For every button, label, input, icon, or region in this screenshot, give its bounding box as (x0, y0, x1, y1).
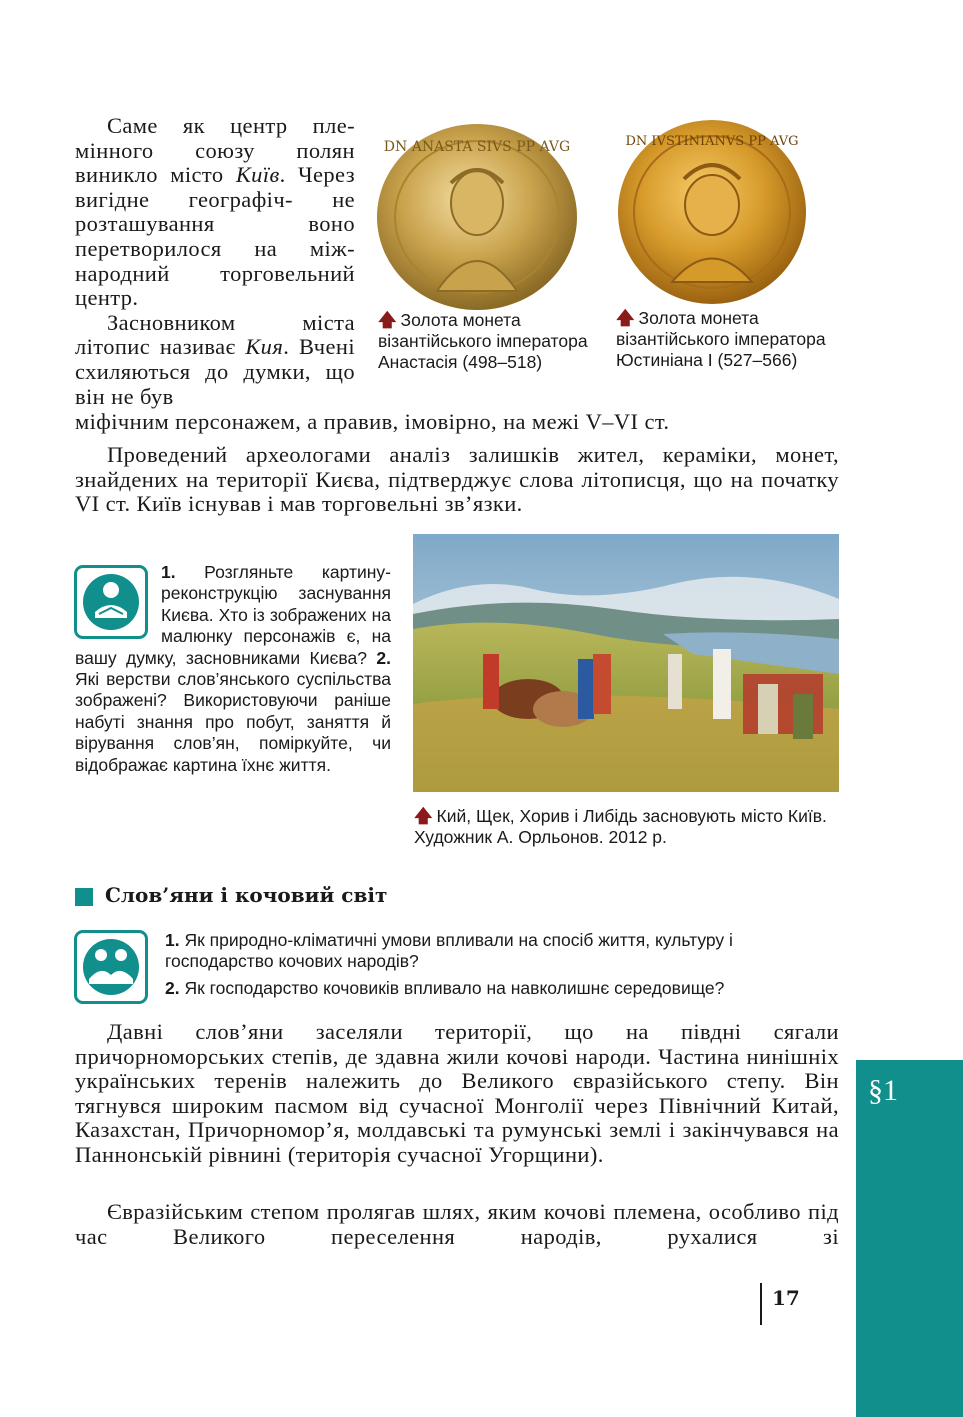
page-number: 17 (772, 1286, 800, 1310)
section-heading: Слов’яни і кочовий світ (105, 883, 388, 907)
founder-line: Засновником міста (107, 309, 355, 335)
coin-justinian-caption (616, 308, 844, 371)
paragraph-text: Давні слов’яни заселяли території, що на півдні сягали причорноморських степів, де здавна жили кочові народи. Частина нинішніх українських теренів належить до Великого євразійського степу. Він тягнувся широким пасмом від сучасної Монголії через Північний Китай, Казахстан, Причорномор’я, молдавські та румунські землі і закінчувався на Паннонській рівнині (територія сучасної Угорщини). (75, 1019, 839, 1167)
kyiv-term: Київ (235, 162, 280, 188)
route-paragraph (75, 1200, 839, 1249)
task-text: Розгляньте картину-реконструкцію заснування Києва. Хто із зображених на малюнку персонажів є, на вашу думку, засновниками Києва? (75, 562, 391, 668)
arrow-up-icon: 🡅 (616, 308, 635, 328)
kyi-term: Кия (245, 334, 284, 360)
intro-line: центр. (75, 285, 139, 311)
discussion-icon (74, 930, 148, 1004)
intro-line: Саме як центр пле- (107, 113, 355, 138)
punct: . (283, 334, 290, 360)
task-text: Які верстви слов’янського суспільства зображені? Використовуючи раніше набуті знання про побут, заняття й вірування слов’ян, поміркуйте, чи відображає картина їхнє життя. (75, 669, 391, 775)
kyiv-founding-painting (413, 534, 839, 792)
questions-block (165, 930, 841, 999)
question-number: 2. (165, 977, 180, 998)
section-tab (856, 1060, 963, 1417)
coin-legend: DN IVSTINIANVS PP AVG (625, 134, 799, 149)
intro-line: Через вигідне географіч- (75, 162, 356, 212)
steppe-paragraph (75, 1020, 839, 1168)
task-number: 2. (376, 647, 391, 668)
intro-line: не розташування воно (75, 186, 356, 237)
section-marker (75, 888, 93, 906)
intro-line: народний торговельний (75, 260, 355, 286)
question-item (165, 930, 841, 973)
archaeology-paragraph (75, 443, 839, 517)
caption-text: Кий, Щек, Хорив і Либідь засновують місто Київ. Художник А. Орльонов. 2012 р. (414, 806, 827, 847)
founder-continuation (75, 410, 845, 435)
intro-line: мінного союзу полян (75, 137, 355, 163)
intro-paragraph (75, 114, 355, 409)
punct: . (279, 162, 286, 188)
founder-line: Вчені схиляються до (75, 334, 355, 384)
page-number-divider (760, 1283, 762, 1325)
founder-line-full: міфічним персонажем, а правив, імовірно, на межі V–VI ст. (75, 409, 670, 434)
icon-spacer (75, 562, 161, 644)
question-text: Як господарство кочовиків впливало на навколишнє середовище? (184, 977, 725, 998)
arrow-up-icon: 🡅 (414, 806, 433, 826)
paragraph-text: Проведений археологами аналіз залишків жител, кераміки, монет, знайдених на території Києва, підтверджує слова літописця, що на початку VI ст. Київ існував і мав торговельні зв’язки. (75, 442, 839, 517)
task-block (75, 562, 391, 776)
coin-legend: DN ANASTA SIVS PP AVG (383, 139, 571, 155)
task-number: 1. (161, 562, 176, 582)
founder-line: думки, що він не був (75, 358, 355, 409)
paragraph-text: Євразійським степом пролягав шлях, яким кочові племена, особливо під час Великого переселення народів, рухалися зі (75, 1199, 839, 1249)
question-text: Як природно-кліматичні умови впливали на спосіб життя, культуру і господарство кочових народів? (165, 930, 733, 972)
coin-anastasius-image (375, 121, 580, 313)
question-number: 1. (165, 930, 180, 950)
section-tab-label: §1 (868, 1074, 898, 1107)
coin-justinian-image (616, 117, 808, 307)
founder-line: літопис називає (75, 334, 236, 360)
painting-caption (414, 806, 844, 848)
intro-line: виникло місто (75, 162, 224, 188)
intro-line: перетворилося на між- (75, 235, 355, 261)
question-item (165, 978, 841, 999)
coin-anastasius-caption (378, 310, 606, 373)
arrow-up-icon: 🡅 (378, 310, 397, 330)
caption-text: Золота монета візантійського імператора Юстиніана I (527–566) (616, 308, 826, 370)
caption-text: Золота монета візантійського імператора Анастасія (498–518) (378, 310, 588, 372)
